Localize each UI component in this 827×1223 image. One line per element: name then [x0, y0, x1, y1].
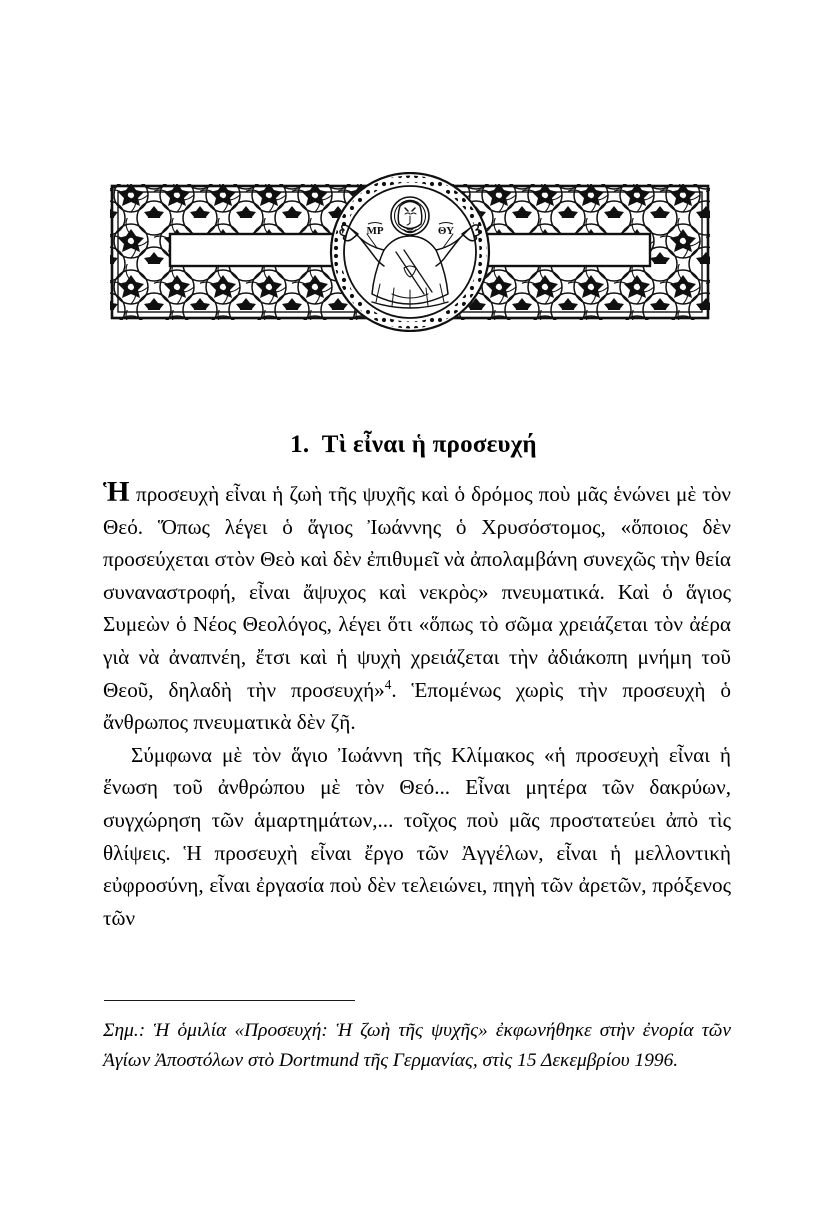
paragraph-2-text: Σύμφωνα μὲ τὸν ἅγιο Ἰωάννη τῆς Κλίμακος «ἡ προσευχὴ εἶναι ἡ ἕνωση τοῦ ἀνθρώπου μὲ τὸν Θεό... Εἶναι μητέρα τῶν δακρύων, συγχώρηση τῶν ἁμαρτημάτων,... τοῖχος ποὺ μᾶς προστατεύει ἀπὸ τὶς θλίψεις. Ἡ προσευχὴ εἶναι ἔργο τῶν Ἀγγέλων, εἶναι ἡ μελλοντικὴ εὐφροσύνη, εἶναι ἐργασία ποὺ δὲν τελειώνει, πηγὴ τῶν ἀρετῶν, πρόξενος τῶν: [103, 742, 731, 930]
medallion-inscription-right: ΘΥ: [437, 225, 455, 237]
paragraph-1-text-tail: . Ἑπομένως χωρὶς τὴν προσευχὴ ὁ ἄνθρωπος πνευματικὰ δὲν ζῆ.: [103, 677, 731, 735]
initial-capital: Ἡ: [103, 476, 130, 508]
paragraph-2: [103, 739, 731, 935]
paragraph-1-text: προσευχὴ εἶναι ἡ ζωὴ τῆς ψυχῆς καὶ ὁ δρόμος ποὺ μᾶς ἑνώνει μὲ τὸν Θεό. Ὅπως λέγει ὁ ἅγιος Ἰωάννης ὁ Χρυσόστομος, «ὅποιος δὲν προσεύχεται στὸν Θεὸ καὶ δὲν ἐπιθυμεῖ νὰ ἀπολαμβάνη συνεχῶς τὴν θεία συναναστροφή, εἶναι ἄψυχος καὶ νεκρὸς» πνευματικά. Καὶ ὁ ἅγιος Συμεὼν ὁ Νέος Θεολόγος, λέγει ὅτι «ὅπως τὸ σῶμα χρειάζεται τὸν ἀέρα γιὰ νὰ ἀναπνέη, ἔτσι καὶ ἡ ψυχὴ χρειάζεται τὴν ἀδιάκοπη μνήμη τοῦ Θεοῦ, δηλαδὴ τὴν προσευχή»: [103, 482, 731, 702]
footnote-separator-rule: [104, 1000, 355, 1001]
byzantine-headpiece-ornament: [108, 172, 712, 332]
paragraph-1: [103, 478, 731, 739]
footnote-text: Ἡ ὁμιλία «Προσευχή: Ἡ ζωὴ τῆς ψυχῆς» ἐκφωνήθηκε στὴν ἐνορία τῶν Ἁγίων Ἀποστόλων στὸ Dortmund τῆς Γερμανίας, στὶς 15 Δεκεμβρίου 1996.: [103, 1020, 731, 1071]
footnote-reference-marker[interactable]: 4: [384, 676, 392, 692]
chapter-heading: 1. Τὶ εἶναι ἡ προσευχή: [290, 430, 537, 458]
medallion-inscription-left: ΜΡ: [366, 225, 384, 237]
footnote-note: [103, 1016, 731, 1076]
theotokos-medallion: [331, 173, 489, 331]
footnote-label: Σημ.:: [103, 1020, 146, 1041]
body-text: [103, 478, 731, 934]
